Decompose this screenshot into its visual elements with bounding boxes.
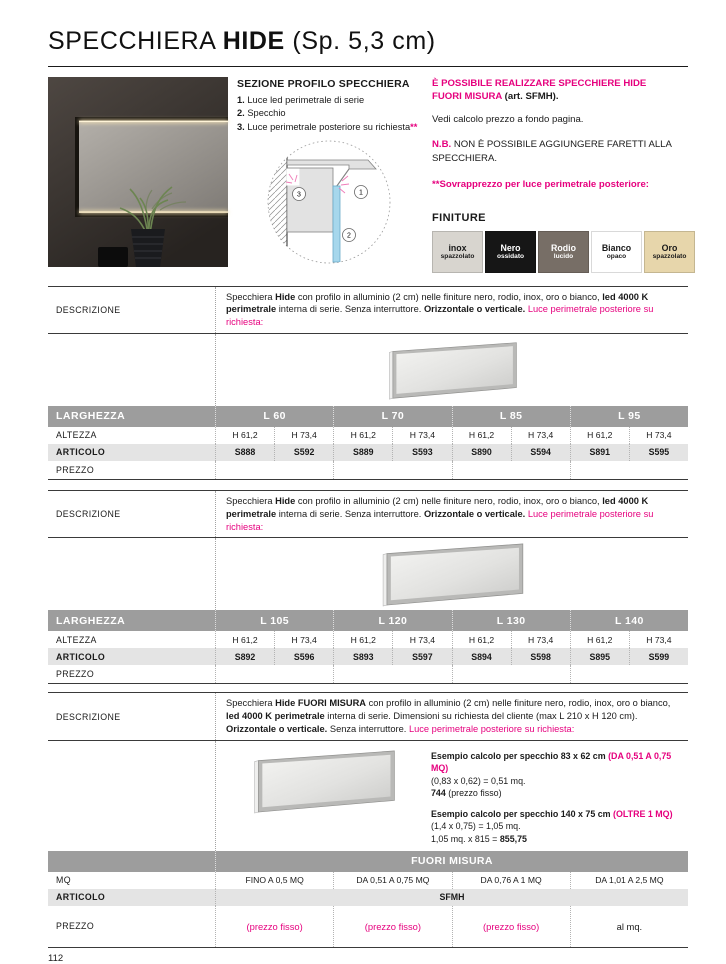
legend-item-2: 2. Specchio bbox=[237, 108, 286, 119]
width-header-cell: L 140 bbox=[570, 610, 688, 631]
swatch-sub: spazzolato bbox=[652, 253, 687, 261]
height-cell: H 73,4 bbox=[629, 427, 688, 444]
prezzo-row bbox=[48, 906, 688, 948]
height-cell: H 61,2 bbox=[570, 427, 629, 444]
illustration-row bbox=[48, 334, 688, 406]
height-cell: H 61,2 bbox=[452, 427, 511, 444]
article-cell: S889 bbox=[333, 444, 392, 461]
mirror-illustration bbox=[241, 748, 406, 814]
profile-legend bbox=[237, 94, 420, 136]
swatch-name: Bianco bbox=[601, 243, 632, 254]
width-header-cell: L 105 bbox=[215, 610, 333, 631]
height-cell: H 61,2 bbox=[570, 631, 629, 648]
article-cell: S593 bbox=[392, 444, 451, 461]
descrizione-label: DESCRIZIONE bbox=[56, 304, 121, 315]
page-title: SPECCHIERA HIDE (Sp. 5,3 cm) bbox=[48, 27, 436, 55]
profile-cross-section-diagram bbox=[245, 138, 413, 268]
article-cell: S893 bbox=[333, 648, 392, 665]
profile-column bbox=[228, 77, 420, 269]
example2-result: 1,05 mq. x 815 = 855,75 bbox=[431, 833, 527, 844]
price-cell bbox=[215, 665, 333, 683]
mq-cell: FINO A 0,5 MQ bbox=[215, 872, 333, 889]
price-cell bbox=[215, 461, 333, 479]
example2-calc: (1,4 x 0,75) = 1,05 mq. bbox=[431, 821, 521, 832]
descrizione-label: DESCRIZIONE bbox=[56, 509, 121, 520]
article-cell: S595 bbox=[629, 444, 688, 461]
height-cell: H 73,4 bbox=[392, 631, 451, 648]
larghezza-label: LARGHEZZA bbox=[56, 614, 126, 627]
article-cell: S594 bbox=[511, 444, 570, 461]
price-cell bbox=[570, 461, 688, 479]
article-cell: S598 bbox=[511, 648, 570, 665]
width-header-cell: L 120 bbox=[333, 610, 451, 631]
article-cell: SFMH bbox=[215, 889, 688, 906]
finiture-heading: FINITURE bbox=[432, 212, 486, 225]
prezzo-label: PREZZO bbox=[56, 464, 95, 475]
swatch-sub: lucido bbox=[553, 253, 574, 261]
swatch-sub: ossidato bbox=[496, 253, 525, 261]
swatch-name: Rodio bbox=[551, 243, 576, 254]
prezzo-label: PREZZO bbox=[56, 669, 95, 680]
height-cell: H 61,2 bbox=[333, 427, 392, 444]
mq-row bbox=[48, 872, 688, 889]
price-cell bbox=[452, 461, 570, 479]
swatch-rodio-lucido bbox=[538, 231, 589, 273]
example1-title: Esempio calcolo per specchio 83 x 62 cm (DA 0,51 A 0,75 MQ) bbox=[431, 750, 672, 774]
mq-cell: DA 0,76 A 1 MQ bbox=[452, 872, 570, 889]
height-cell: H 73,4 bbox=[274, 631, 333, 648]
article-cell: S597 bbox=[392, 648, 451, 665]
article-cell: S599 bbox=[629, 648, 688, 665]
height-cell: H 61,2 bbox=[215, 631, 274, 648]
illustration-row bbox=[48, 538, 688, 610]
altezza-label: ALTEZZA bbox=[56, 430, 97, 441]
surcharge-note: **Sovrapprezzo per luce perimetrale posteriore: bbox=[432, 178, 649, 190]
nb-note: N.B. NON È POSSIBILE AGGIUNGERE FARETTI ALLA SPECCHIERA. bbox=[432, 139, 672, 164]
price-cell bbox=[452, 665, 570, 683]
mirror-illustration bbox=[377, 340, 527, 400]
mq-cell: DA 0,51 A 0,75 MQ bbox=[333, 872, 451, 889]
price-cell: (prezzo fisso) bbox=[215, 906, 333, 947]
articolo-row bbox=[48, 444, 688, 461]
height-cell: H 61,2 bbox=[452, 631, 511, 648]
fuori-misura-table bbox=[48, 692, 688, 947]
fuori-misura-header: FUORI MISURA bbox=[215, 851, 688, 872]
altezza-row bbox=[48, 427, 688, 444]
article-cell: S895 bbox=[570, 648, 629, 665]
swatch-oro-spazzolato bbox=[644, 231, 695, 273]
swatch-sub: spazzolato bbox=[440, 253, 475, 261]
size-table-1 bbox=[48, 286, 688, 480]
width-header-cell: L 95 bbox=[570, 406, 688, 427]
mirror-illustration bbox=[366, 541, 538, 607]
height-cell: H 73,4 bbox=[629, 631, 688, 648]
example1-result: 744 (prezzo fisso) bbox=[431, 787, 502, 798]
article-cell: S888 bbox=[215, 444, 274, 461]
article-cell: S890 bbox=[452, 444, 511, 461]
diagram-label-3: 3 bbox=[296, 191, 301, 199]
articolo-label: ARTICOLO bbox=[56, 651, 106, 662]
article-cell: S592 bbox=[274, 444, 333, 461]
height-cell: H 61,2 bbox=[215, 427, 274, 444]
info-column bbox=[420, 77, 695, 269]
articolo-row bbox=[48, 648, 688, 665]
see-calc-note: Vedi calcolo prezzo a fondo pagina. bbox=[432, 113, 584, 125]
price-cell bbox=[333, 665, 451, 683]
larghezza-header-row bbox=[48, 610, 688, 631]
price-cell bbox=[333, 461, 451, 479]
legend-item-3: 3. Luce perimetrale posteriore su richiesta** bbox=[237, 122, 418, 133]
product-photo bbox=[48, 77, 228, 267]
fuori-misura-header-row bbox=[48, 851, 688, 872]
swatch-name: inox bbox=[448, 243, 467, 254]
altezza-row bbox=[48, 631, 688, 648]
profile-heading: SEZIONE PROFILO SPECCHIERA bbox=[237, 77, 410, 90]
width-header-cell: L 85 bbox=[452, 406, 570, 427]
prezzo-label: PREZZO bbox=[56, 921, 95, 932]
prezzo-row bbox=[48, 461, 688, 480]
swatch-inox-spazzolato bbox=[432, 231, 483, 273]
description-row bbox=[48, 286, 688, 334]
price-cell: (prezzo fisso) bbox=[333, 906, 451, 947]
description-text: Specchiera Hide con profilo in alluminio (2 cm) nelle finiture nero, rodio, inox, oro o bianco, led 4000 K perimetrale interna di serie. Senza interruttore. Orizzontale o verticale. Luce perimetrale posteriore su richiesta: bbox=[215, 491, 688, 537]
larghezza-header-row bbox=[48, 406, 688, 427]
height-cell: H 73,4 bbox=[511, 427, 570, 444]
example1-calc: (0,83 x 0,62) = 0,51 mq. bbox=[431, 775, 526, 786]
price-cell: (prezzo fisso) bbox=[452, 906, 570, 947]
price-cell: al mq. bbox=[570, 906, 688, 947]
swatch-name: Nero bbox=[500, 243, 521, 254]
fuori-misura-note-line2: FUORI MISURA (art. SFMH). bbox=[432, 91, 559, 103]
height-cell: H 73,4 bbox=[511, 631, 570, 648]
prezzo-row bbox=[48, 665, 688, 684]
swatch-bianco-opaco bbox=[591, 231, 642, 273]
articolo-label: ARTICOLO bbox=[56, 892, 106, 903]
fuori-misura-note-line1: È POSSIBILE REALIZZARE SPECCHIERE HIDE bbox=[432, 77, 647, 89]
calc-examples bbox=[431, 746, 688, 845]
article-cell: S891 bbox=[570, 444, 629, 461]
price-cell bbox=[570, 665, 688, 683]
article-cell: S596 bbox=[274, 648, 333, 665]
diagram-label-1: 1 bbox=[358, 189, 363, 197]
description-text: Specchiera Hide FUORI MISURA con profilo in alluminio (2 cm) nelle finiture nero, rodio, inox, oro o bianco, led 4000 K perimetrale interna di serie. Dimensioni su richiesta del cliente (max L 210 x H 120 cm). Orizzontale o verticale. Senza interruttore. Luce perimetrale posteriore su richiesta: bbox=[215, 693, 688, 739]
example-row bbox=[48, 741, 688, 851]
articolo-row bbox=[48, 889, 688, 906]
diagram-label-2: 2 bbox=[346, 232, 351, 240]
altezza-label: ALTEZZA bbox=[56, 634, 97, 645]
width-header-cell: L 60 bbox=[215, 406, 333, 427]
intro-section bbox=[48, 77, 688, 269]
example2-title: Esempio calcolo per specchio 140 x 75 cm (OLTRE 1 MQ) bbox=[431, 809, 673, 820]
finish-swatches bbox=[432, 231, 695, 273]
width-header-cell: L 70 bbox=[333, 406, 451, 427]
page-number: 112 bbox=[48, 952, 64, 964]
height-cell: H 73,4 bbox=[392, 427, 451, 444]
swatch-nero-ossidato bbox=[485, 231, 536, 273]
section-diagram bbox=[237, 138, 420, 268]
swatch-sub: opaco bbox=[606, 253, 627, 261]
descrizione-label: DESCRIZIONE bbox=[56, 711, 121, 722]
articolo-label: ARTICOLO bbox=[56, 447, 106, 458]
larghezza-label: LARGHEZZA bbox=[56, 410, 126, 423]
legend-item-1: 1. Luce led perimetrale di serie bbox=[237, 94, 365, 105]
mq-label: MQ bbox=[56, 875, 71, 886]
mq-cell: DA 1,01 A 2,5 MQ bbox=[570, 872, 688, 889]
swatch-name: Oro bbox=[661, 243, 678, 254]
description-text: Specchiera Hide con profilo in alluminio (2 cm) nelle finiture nero, rodio, inox, oro o bianco, led 4000 K perimetrale interna di serie. Senza interruttore. Orizzontale o verticale. Luce perimetrale posteriore su richiesta: bbox=[215, 287, 688, 333]
height-cell: H 61,2 bbox=[333, 631, 392, 648]
mirror-photo-illustration bbox=[48, 77, 228, 267]
article-cell: S894 bbox=[452, 648, 511, 665]
article-cell: S892 bbox=[215, 648, 274, 665]
size-table-2 bbox=[48, 490, 688, 684]
description-row bbox=[48, 490, 688, 538]
height-cell: H 73,4 bbox=[274, 427, 333, 444]
description-row bbox=[48, 692, 688, 740]
width-header-cell: L 130 bbox=[452, 610, 570, 631]
title-divider bbox=[48, 66, 688, 67]
